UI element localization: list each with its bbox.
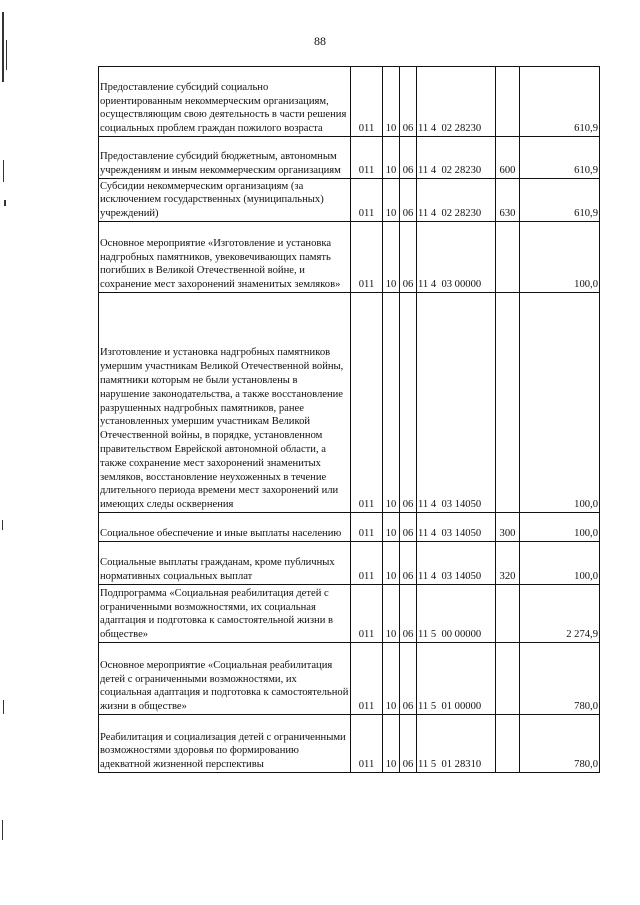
row-pr: 06	[400, 137, 417, 179]
row-name: Социальное обеспечение и иные выплаты населению	[99, 513, 351, 542]
table-row	[99, 67, 600, 137]
row-pr: 06	[400, 513, 417, 542]
row-pr: 06	[400, 585, 417, 643]
row-vr	[496, 222, 520, 293]
row-grbs: 011	[351, 542, 383, 585]
row-vr	[496, 67, 520, 137]
table-row	[99, 137, 600, 179]
row-grbs: 011	[351, 137, 383, 179]
page-number: 88	[314, 34, 326, 48]
table-row	[99, 179, 600, 222]
row-csr: 11 5 01 28310	[417, 715, 496, 773]
row-csr: 11 4 03 14050	[417, 513, 496, 542]
row-pr: 06	[400, 222, 417, 293]
row-name: Предоставление субсидий бюджетным, автономным учреждениям и иным некоммерческим организациям	[99, 137, 351, 179]
row-csr: 11 5 00 00000	[417, 585, 496, 643]
row-sum: 610,9	[520, 179, 600, 222]
row-sum: 610,9	[520, 137, 600, 179]
row-vr	[496, 293, 520, 513]
row-sum: 780,0	[520, 643, 600, 715]
row-pr: 06	[400, 67, 417, 137]
row-vr	[496, 715, 520, 773]
row-rz: 10	[383, 643, 400, 715]
row-csr: 11 4 02 28230	[417, 67, 496, 137]
table-row	[99, 513, 600, 542]
row-grbs: 011	[351, 179, 383, 222]
row-grbs: 011	[351, 643, 383, 715]
row-sum: 100,0	[520, 293, 600, 513]
row-rz: 10	[383, 585, 400, 643]
row-csr: 11 4 02 28230	[417, 137, 496, 179]
row-csr: 11 4 03 14050	[417, 542, 496, 585]
row-grbs: 011	[351, 67, 383, 137]
row-grbs: 011	[351, 222, 383, 293]
row-name: Социальные выплаты гражданам, кроме публичных нормативных социальных выплат	[99, 542, 351, 585]
row-name: Субсидии некоммерческим организациям (за исключением государственных (муниципальных) учреждений)	[99, 179, 351, 222]
row-vr: 600	[496, 137, 520, 179]
row-grbs: 011	[351, 513, 383, 542]
row-sum: 100,0	[520, 513, 600, 542]
row-name: Предоставление субсидий социально ориентированным некоммерческим организациям, осуществляющим свою деятельность в части решения социальных проблем граждан пожилого возраста	[99, 67, 351, 137]
row-rz: 10	[383, 293, 400, 513]
row-rz: 10	[383, 137, 400, 179]
row-rz: 10	[383, 179, 400, 222]
row-vr: 300	[496, 513, 520, 542]
row-pr: 06	[400, 715, 417, 773]
table-row	[99, 293, 600, 513]
row-grbs: 011	[351, 585, 383, 643]
row-grbs: 011	[351, 293, 383, 513]
row-sum: 100,0	[520, 222, 600, 293]
table-row	[99, 222, 600, 293]
row-name: Реабилитация и социализация детей с ограниченными возможностями здоровья по формированию адекватной жизненной перспективы	[99, 715, 351, 773]
scan-edge-marks	[0, 0, 14, 905]
row-rz: 10	[383, 222, 400, 293]
row-sum: 100,0	[520, 542, 600, 585]
row-sum: 2 274,9	[520, 585, 600, 643]
row-name: Изготовление и установка надгробных памятников умершим участникам Великой Отечественной войны, памятники которым не были установлены в нарушение законодательства, а также восстановление разрушенных надгробных памятников, ранее установленных умершим участникам Великой Отечественной войны, в порядке, установленном правительством Еврейской автономной области, а также сохранение мест захоронений знаменитых земляков, восстановление неухоженных в течение длительного периода времени мест захоронений или имеющих следы осквернения	[99, 293, 351, 513]
row-vr	[496, 643, 520, 715]
row-rz: 10	[383, 513, 400, 542]
row-sum: 610,9	[520, 67, 600, 137]
row-name: Основное мероприятие «Социальная реабилитация детей с ограниченными возможностями, их социальная адаптация и подготовка к самостоятельной жизни в обществе»	[99, 643, 351, 715]
row-rz: 10	[383, 67, 400, 137]
table-row	[99, 542, 600, 585]
row-vr: 630	[496, 179, 520, 222]
row-csr: 11 4 03 14050	[417, 293, 496, 513]
row-rz: 10	[383, 542, 400, 585]
row-pr: 06	[400, 179, 417, 222]
row-vr: 320	[496, 542, 520, 585]
row-name: Основное мероприятие «Изготовление и установка надгробных памятников, увековечивающих память погибших в Великой Отечественной войне, и сохранение мест захоронений знаменитых земляков»	[99, 222, 351, 293]
table-row	[99, 715, 600, 773]
row-csr: 11 4 03 00000	[417, 222, 496, 293]
row-rz: 10	[383, 715, 400, 773]
row-name: Подпрограмма «Социальная реабилитация детей с ограниченными возможностями, их социальная адаптация и подготовка к самостоятельной жизни в обществе»	[99, 585, 351, 643]
row-pr: 06	[400, 542, 417, 585]
row-pr: 06	[400, 293, 417, 513]
row-pr: 06	[400, 643, 417, 715]
budget-table	[98, 66, 600, 773]
table-row	[99, 585, 600, 643]
row-csr: 11 5 01 00000	[417, 643, 496, 715]
row-csr: 11 4 02 28230	[417, 179, 496, 222]
row-sum: 780,0	[520, 715, 600, 773]
table-row	[99, 643, 600, 715]
row-vr	[496, 585, 520, 643]
row-grbs: 011	[351, 715, 383, 773]
